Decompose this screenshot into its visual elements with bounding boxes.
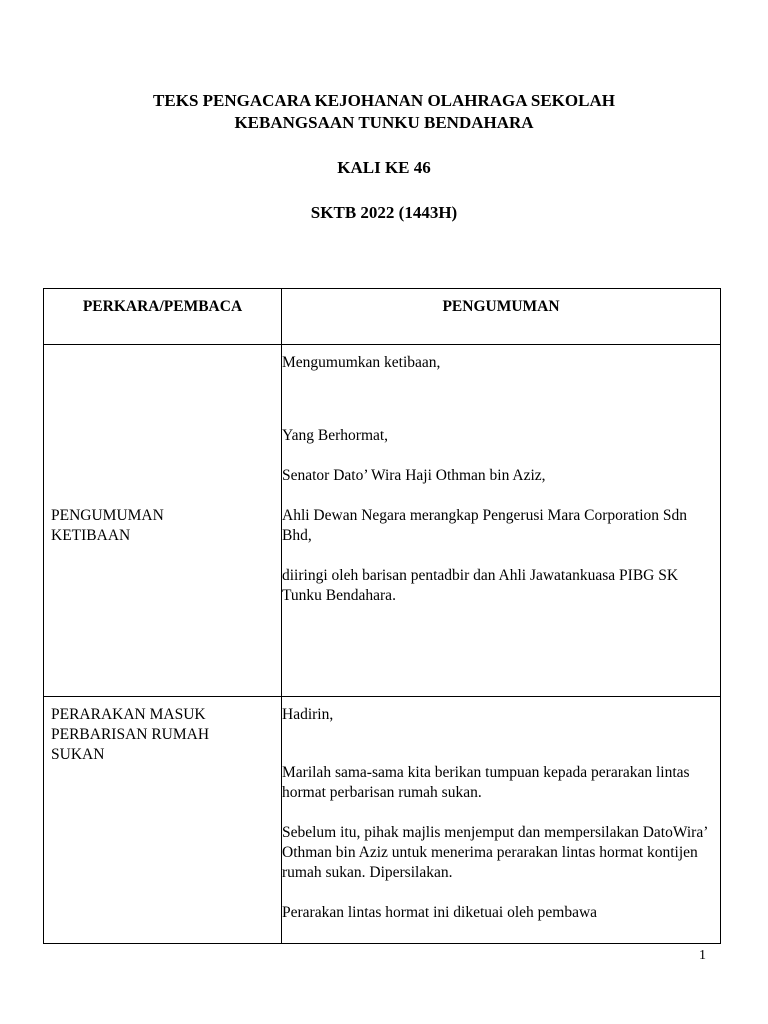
column-header-announcement: PENGUMUMAN xyxy=(282,289,721,345)
table-row xyxy=(44,345,721,697)
announcement-paragraph: Yang Berhormat, xyxy=(282,427,389,444)
page-number: 1 xyxy=(699,948,706,963)
announcement-paragraph: Mengumumkan ketibaan, xyxy=(282,354,441,371)
announcement-paragraph: diiringi oleh barisan pentadbir dan Ahli Jawatankuasa PIBG SK Tunku Bendahara. xyxy=(282,567,679,604)
announcement-paragraph: Perarakan lintas hormat ini diketuai oleh pembawa xyxy=(282,904,598,921)
item-cell xyxy=(44,697,282,944)
item-label-line: PERBARISAN RUMAH xyxy=(51,726,210,743)
table-header-row xyxy=(44,289,721,345)
item-cell xyxy=(44,345,282,697)
year-heading: SKTB 2022 (1443H) xyxy=(310,203,458,222)
table-row xyxy=(44,697,721,944)
document-title xyxy=(0,90,768,134)
announcement-cell xyxy=(282,345,721,697)
announcement-table xyxy=(43,288,721,944)
announcement-paragraph: Ahli Dewan Negara merangkap Pengerusi Mara Corporation Sdn Bhd, xyxy=(282,507,688,544)
column-header-item: PERKARA/PEMBACA xyxy=(44,289,282,345)
announcement-paragraph: Marilah sama-sama kita berikan tumpuan kepada perarakan lintas hormat perbarisan rumah sukan. xyxy=(282,764,690,801)
item-label-line: PENGUMUMAN xyxy=(51,506,164,524)
title-line-2: KEBANGSAAN TUNKU BENDAHARA xyxy=(234,113,534,132)
item-label-line: PERARAKAN MASUK xyxy=(51,706,206,723)
item-label xyxy=(51,506,281,546)
announcement-paragraph: Hadirin, xyxy=(282,706,334,723)
announcement-cell xyxy=(282,697,721,944)
item-label-line: SUKAN xyxy=(51,746,105,763)
title-line-1: TEKS PENGACARA KEJOHANAN OLAHRAGA SEKOLAH xyxy=(153,91,615,110)
announcement-paragraph: Senator Dato’ Wira Haji Othman bin Aziz, xyxy=(282,467,546,484)
edition-heading: KALI KE 46 xyxy=(337,158,431,177)
item-label-line: KETIBAAN xyxy=(51,526,131,544)
announcement-paragraph: Sebelum itu, pihak majlis menjemput dan mempersilakan DatoWira’ Othman bin Aziz untuk menerima perarakan lintas hormat kontijen rumah sukan. Dipersilakan. xyxy=(282,824,708,881)
